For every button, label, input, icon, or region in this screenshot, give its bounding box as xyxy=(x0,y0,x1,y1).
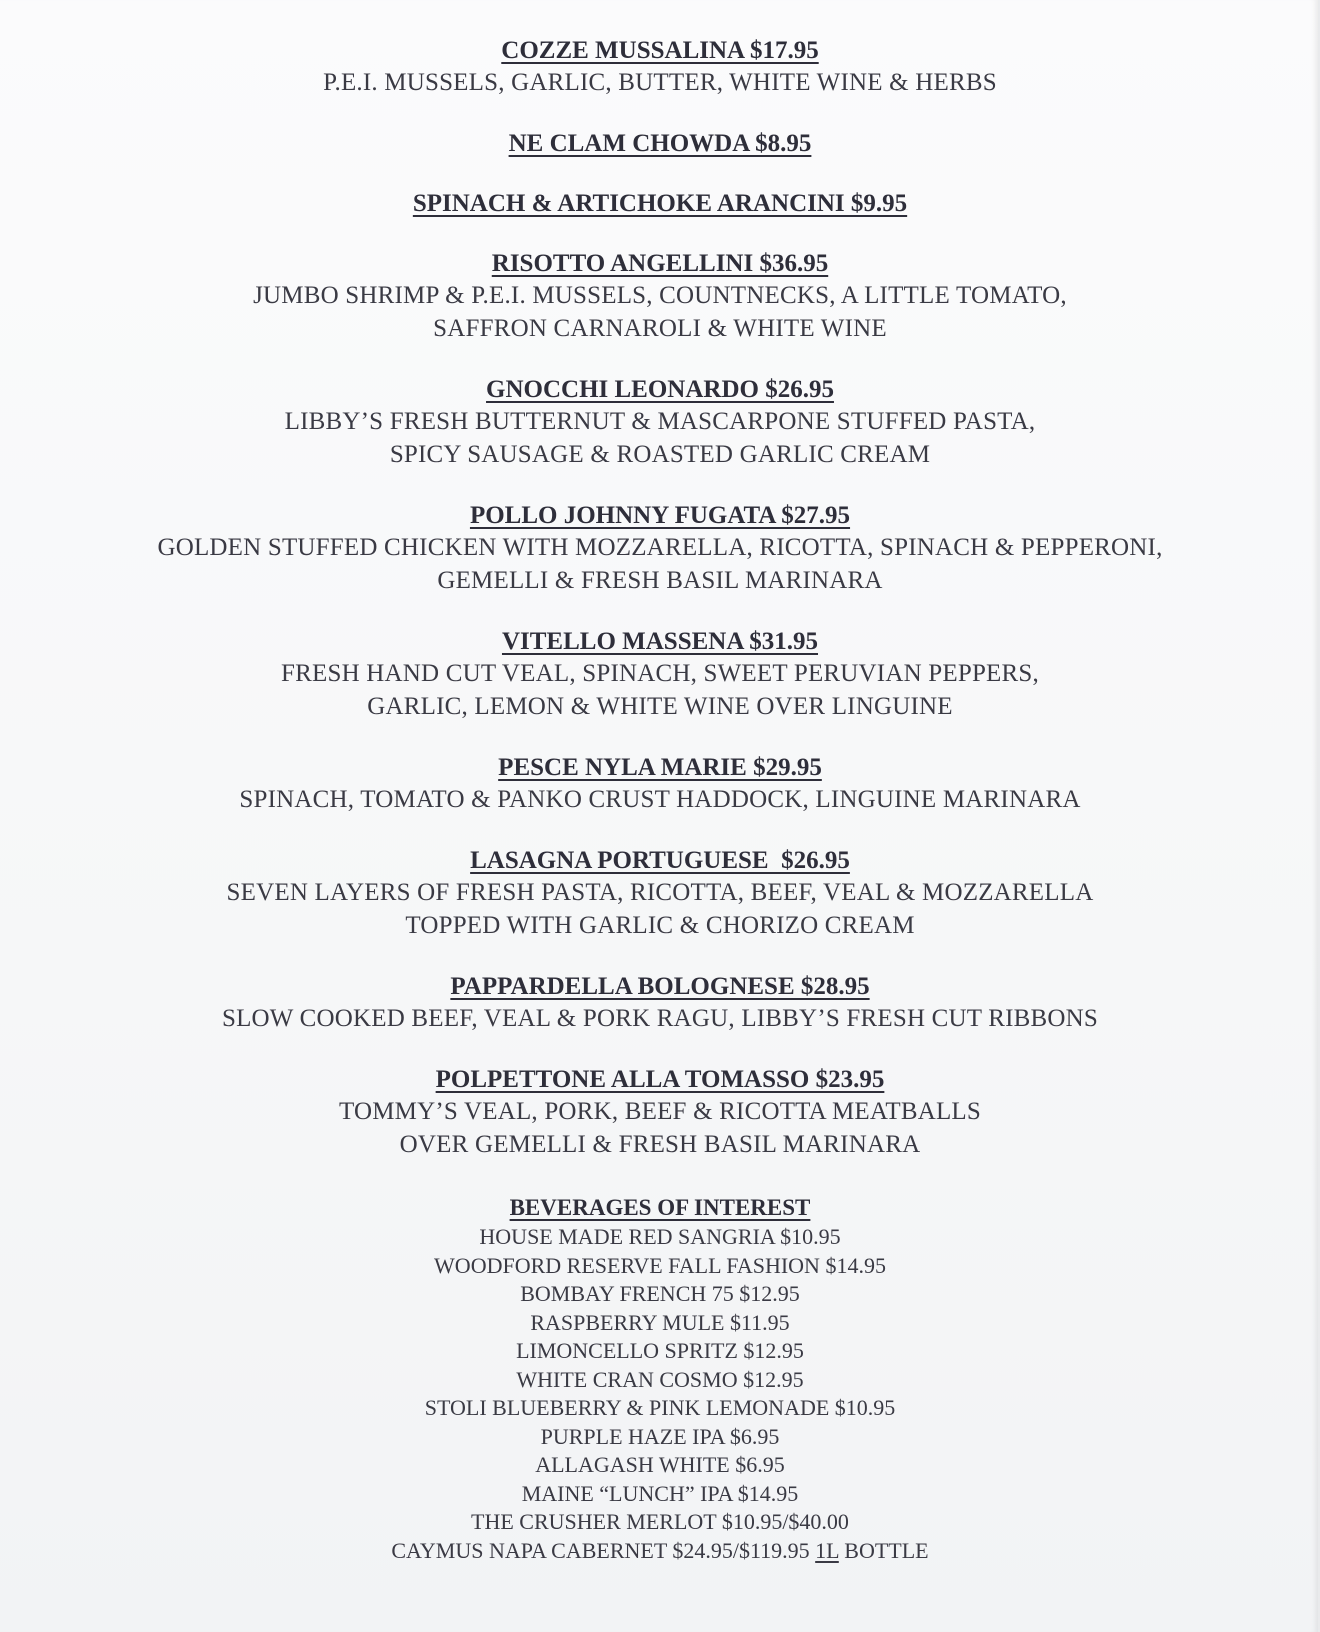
spacer xyxy=(0,597,1320,627)
item-title: RISOTTO ANGELLINI $36.95 xyxy=(491,250,829,277)
spacer xyxy=(0,1161,1320,1189)
item-description: TOMMY’S VEAL, PORK, BEEF & RICOTTA MEATBALLS xyxy=(338,1098,982,1125)
item-description: SPICY SAUSAGE & ROASTED GARLIC CREAM xyxy=(389,441,931,468)
item-description: SAFFRON CARNAROLI & WHITE WINE xyxy=(433,315,887,342)
menu-item xyxy=(0,501,1320,597)
item-description: SLOW COOKED BEEF, VEAL & PORK RAGU, LIBBY’S FRESH CUT RIBBONS xyxy=(221,1005,1099,1032)
menu-item xyxy=(0,129,1320,159)
item-description: FRESH HAND CUT VEAL, SPINACH, SWEET PERUVIAN PEPPERS, xyxy=(281,660,1039,687)
item-description: OVER GEMELLI & FRESH BASIL MARINARA xyxy=(399,1131,921,1158)
item-title: PAPPARDELLA BOLOGNESE $28.95 xyxy=(450,973,870,1000)
beverage-item: WHITE CRAN COSMO $12.95 xyxy=(516,1366,804,1392)
menu-item xyxy=(0,249,1320,345)
menu-item xyxy=(0,36,1320,99)
spacer xyxy=(0,816,1320,846)
item-description: GEMELLI & FRESH BASIL MARINARA xyxy=(437,567,883,594)
item-title: COZZE MUSSALINA $17.95 xyxy=(501,37,819,64)
item-title: GNOCCHI LEONARDO $26.95 xyxy=(486,376,834,403)
item-description: P.E.I. MUSSELS, GARLIC, BUTTER, WHITE WINE & HERBS xyxy=(323,69,997,96)
item-description: GOLDEN STUFFED CHICKEN WITH MOZZARELLA, RICOTTA, SPINACH & PEPPERONI, xyxy=(157,534,1163,561)
beverage-item-text: CAYMUS NAPA CABERNET $24.95/$119.95 xyxy=(391,1537,816,1563)
item-title: LASAGNA PORTUGUESE $26.95 xyxy=(470,847,850,874)
beverage-item xyxy=(0,1537,1320,1566)
spacer xyxy=(0,219,1320,249)
item-description: LIBBY’S FRESH BUTTERNUT & MASCARPONE STUFFED PASTA, xyxy=(284,408,1036,435)
spacer xyxy=(0,345,1320,375)
item-title: PESCE NYLA MARIE $29.95 xyxy=(498,754,822,781)
spacer xyxy=(0,942,1320,972)
beverage-item: PURPLE HAZE IPA $6.95 xyxy=(540,1423,780,1449)
spacer xyxy=(0,471,1320,501)
item-description: JUMBO SHRIMP & P.E.I. MUSSELS, COUNTNECKS, A LITTLE TOMATO, xyxy=(253,282,1067,309)
item-description: GARLIC, LEMON & WHITE WINE OVER LINGUINE xyxy=(367,693,953,720)
item-title: SPINACH & ARTICHOKE ARANCINI $9.95 xyxy=(412,190,908,217)
spacer xyxy=(0,1035,1320,1065)
beverage-item: WOODFORD RESERVE FALL FASHION $14.95 xyxy=(434,1252,886,1278)
item-description: SPINACH, TOMATO & PANKO CRUST HADDOCK, LINGUINE MARINARA xyxy=(239,786,1081,813)
beverage-item: STOLI BLUEBERRY & PINK LEMONADE $10.95 xyxy=(424,1395,896,1420)
bottle-size: 1L xyxy=(815,1537,839,1563)
beverage-item: MAINE “LUNCH” IPA $14.95 xyxy=(521,1480,799,1506)
beverage-item-suffix: BOTTLE xyxy=(838,1537,929,1563)
spacer xyxy=(0,159,1320,189)
spacer xyxy=(0,99,1320,129)
menu-item xyxy=(0,972,1320,1035)
beverage-item: BOMBAY FRENCH 75 $12.95 xyxy=(520,1281,800,1306)
menu-item xyxy=(0,375,1320,471)
beverages-section xyxy=(0,1193,1320,1565)
beverages-heading: BEVERAGES OF INTEREST xyxy=(509,1195,811,1220)
item-title: VITELLO MASSENA $31.95 xyxy=(501,628,819,655)
item-title: POLLO JOHNNY FUGATA $27.95 xyxy=(469,502,851,529)
menu-item xyxy=(0,753,1320,816)
item-title: NE CLAM CHOWDA $8.95 xyxy=(508,130,812,157)
beverage-item: HOUSE MADE RED SANGRIA $10.95 xyxy=(479,1224,841,1249)
item-title: POLPETTONE ALLA TOMASSO $23.95 xyxy=(435,1066,885,1093)
beverage-list xyxy=(0,1223,1320,1565)
menu-item xyxy=(0,189,1320,219)
menu-content xyxy=(0,36,1320,1565)
item-description: SEVEN LAYERS OF FRESH PASTA, RICOTTA, BEEF, VEAL & MOZZARELLA xyxy=(226,879,1094,906)
menu-item xyxy=(0,1065,1320,1161)
item-description: TOPPED WITH GARLIC & CHORIZO CREAM xyxy=(405,912,915,939)
menu-item xyxy=(0,846,1320,942)
beverage-item: THE CRUSHER MERLOT $10.95/$40.00 xyxy=(471,1509,849,1534)
beverage-item: LIMONCELLO SPRITZ $12.95 xyxy=(516,1338,804,1363)
beverage-item: RASPBERRY MULE $11.95 xyxy=(530,1309,790,1335)
spacer xyxy=(0,723,1320,753)
beverage-item: ALLAGASH WHITE $6.95 xyxy=(535,1452,785,1477)
menu-item xyxy=(0,627,1320,723)
